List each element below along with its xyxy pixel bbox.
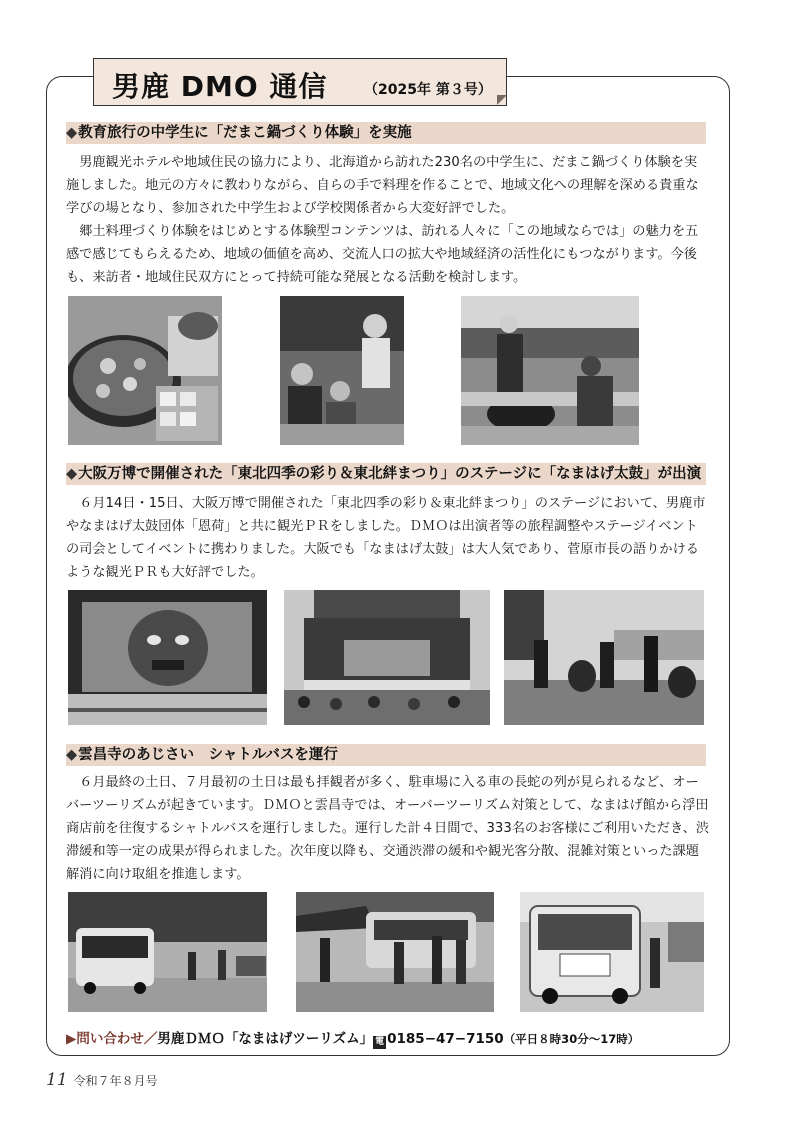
section-body-shuttle: [66, 771, 710, 886]
photo-students-cooking: [280, 296, 404, 445]
issue-number: （2025年 第３号）: [364, 82, 492, 98]
paragraph: ６月最終の土日、７月最初の土日は最も拝観者が多く、駐車場に入る車の長蛇の列が見られるなど、オーバーツーリズムが起きています。ＤＭＯと雲昌寺では、オーバーツーリズム対策として、なまはげ館から浮田商店前を往復するシャトルバスを運行しました。運行した計４日間で、333名のお客様にご利用いただき、渋滞緩和等一定の成果が得られました。次年度以降も、交通渋滞の緩和や観光客分散、混雑対策といった課題解消に向け取組を推進します。: [66, 775, 709, 882]
photo-taiko-drummers: [504, 590, 704, 725]
contact-line: [66, 1027, 639, 1049]
photo-dining-hall: [461, 296, 639, 445]
contact-hours: （平日８時30分〜17時）: [503, 1032, 640, 1046]
section-body-expo: [66, 492, 710, 584]
title-banner: [93, 58, 507, 106]
section-heading-damako: ◆教育旅行の中学生に「だまこ鍋づくり体験」を実施: [66, 122, 706, 144]
page-title: 男鹿 DMO 通信: [112, 70, 328, 103]
diamond-icon: ◆: [66, 747, 78, 763]
photo-bus-boarding: [520, 892, 704, 1012]
telephone-icon: 電: [375, 1037, 385, 1047]
title-fold-decoration: [497, 95, 507, 105]
diamond-icon: ◆: [66, 125, 78, 141]
separator: ／: [143, 1031, 158, 1047]
contact-org: 男鹿ＤＭＯ「なまはげツーリズム」: [157, 1031, 374, 1047]
photo-hotpot-ingredients: [68, 296, 222, 445]
triangle-arrow-icon: ▶: [66, 1031, 77, 1047]
paragraph: 郷土料理づくり体験をはじめとする体験型コンテンツは、訪れる人々に「この地域ならでは」の魅力を五感で感じてもらえるため、地域の価値を高め、交流人口の拡大や地域経済の活性化にもつながります。今後も、来訪者・地域住民双方にとって持続可能な発展となる活動を検討します。: [66, 224, 699, 285]
contact-phone: 0185−47−7150: [387, 1031, 504, 1047]
section-body-damako: [66, 151, 710, 289]
paragraph: ６月14日・15日、大阪万博で開催された「東北四季の彩り＆東北絆まつり」のステージにおいて、男鹿市やなまはげ太鼓団体「恩荷」と共に観光ＰＲをしました。ＤＭＯは出演者等の旅程調整やステージイベントの司会としてイベントに携わりました。大阪でも「なまはげ太鼓」は大人気であり、菅原市長の語りかけるような観光ＰＲも大好評でした。: [66, 496, 706, 580]
photo-stage-screen: [68, 590, 267, 725]
section-heading-expo: ◆大阪万博で開催された「東北四季の彩り＆東北絆まつり」のステージに「なまはげ太鼓」が出演: [66, 463, 706, 485]
issue-date: 令和７年８月号: [73, 1074, 158, 1088]
page-footer: [46, 1070, 158, 1090]
paragraph: 男鹿観光ホテルや地域住民の協力により、北海道から訪れた230名の中学生に、だまこ鍋づくり体験を実施しました。地元の方々に教わりながら、自らの手で料理を作ることで、地域文化への理解を深める貴重な学びの場となり、参加された中学生および学校関係者から大変好評でした。: [66, 155, 699, 216]
section-heading-shuttle: ◆雲昌寺のあじさい シャトルバスを運行: [66, 744, 706, 766]
photo-bus-stop-tent: [296, 892, 494, 1012]
contact-label: 問い合わせ: [76, 1031, 144, 1047]
photo-outdoor-stage: [284, 590, 490, 725]
page-number: 11: [46, 1070, 68, 1090]
diamond-icon: ◆: [66, 466, 78, 482]
photo-shuttle-bus-parking: [68, 892, 267, 1012]
